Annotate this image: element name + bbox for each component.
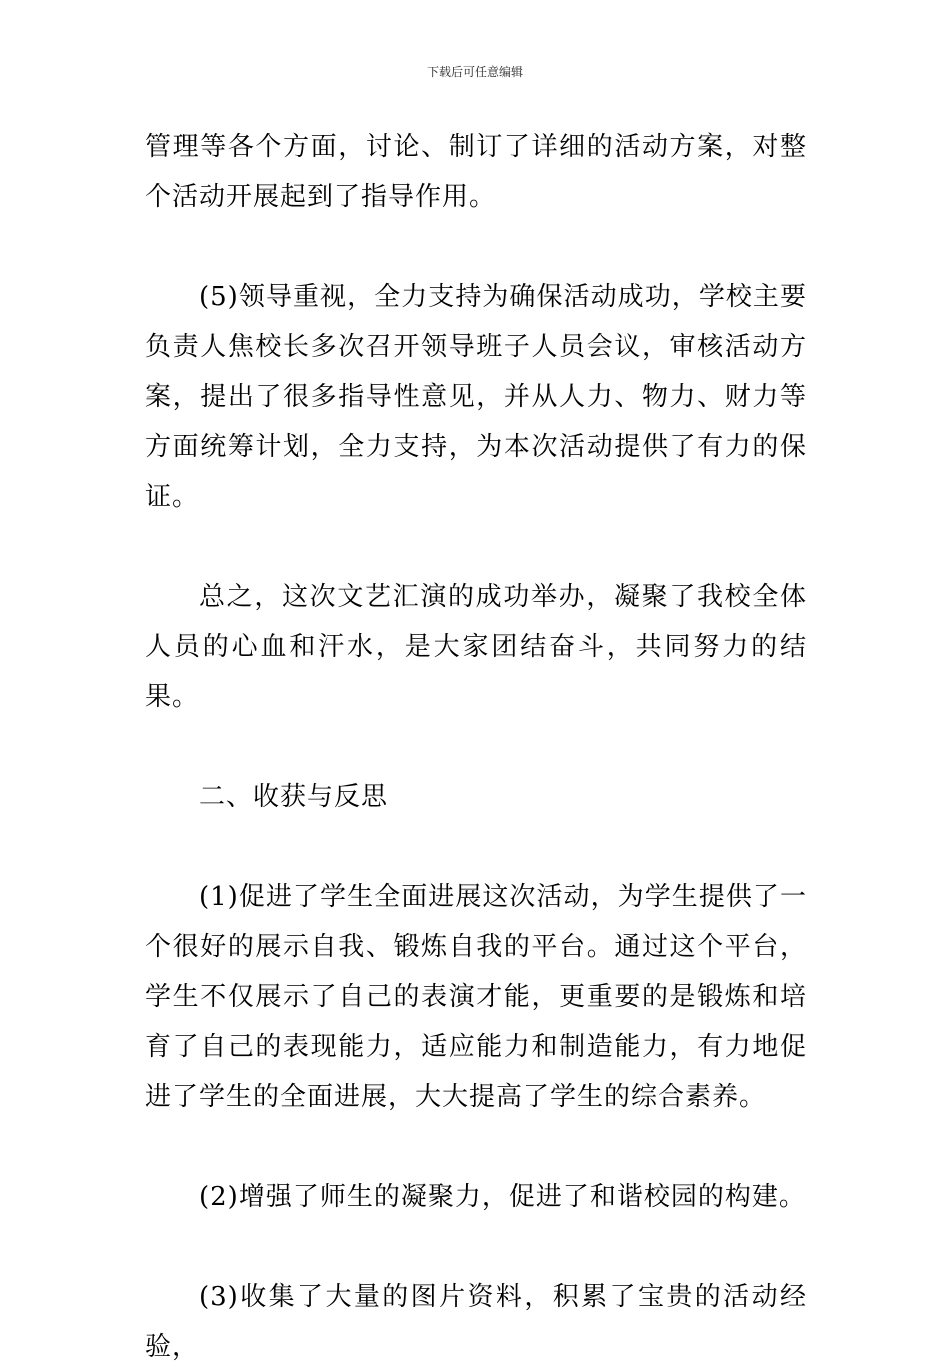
paragraph-gap — [145, 222, 807, 272]
paragraph-gap — [145, 722, 807, 772]
paragraph-gap — [145, 822, 807, 872]
paragraph-cohesion: (2)增强了师生的凝聚力，促进了和谐校园的构建。 — [199, 1182, 806, 1212]
paragraph-summary: 总之，这次文艺汇演的成功举办，凝聚了我校全体人员的心血和汗水，是大家团结奋斗，共同努力的结果。 — [145, 582, 807, 712]
paragraph-continuation: 管理等各个方面，讨论、制订了详细的活动方案，对整个活动开展起到了指导作用。 — [145, 132, 807, 212]
paragraph-gap — [145, 1222, 807, 1272]
page-header: 下载后可任意编辑 — [426, 65, 523, 79]
paragraph-gap — [145, 1122, 807, 1172]
paragraph-materials: (3)收集了大量的图片资料，积累了宝贵的活动经验， — [145, 1282, 807, 1362]
paragraph-leadership-support: (5)领导重视，全力支持为确保活动成功，学校主要负责人焦校长多次召开领导班子人员会议，审核活动方案，提出了很多指导性意见，并从人力、物力、财力等方面统筹计划，全力支持，为本次活动提供了有力的保证。 — [145, 282, 807, 512]
section-heading-harvest-reflection: 二、收获与反思 — [199, 782, 389, 812]
paragraph-gap — [145, 522, 807, 572]
paragraph-student-development: (1)促进了学生全面进展这次活动，为学生提供了一个很好的展示自我、锻炼自我的平台。通过这个平台，学生不仅展示了自己的表演才能，更重要的是锻炼和培育了自己的表现能力，适应能力和制造能力，有力地促进了学生的全面进展，大大提高了学生的综合素养。 — [145, 882, 807, 1112]
document-body — [145, 122, 807, 1372]
